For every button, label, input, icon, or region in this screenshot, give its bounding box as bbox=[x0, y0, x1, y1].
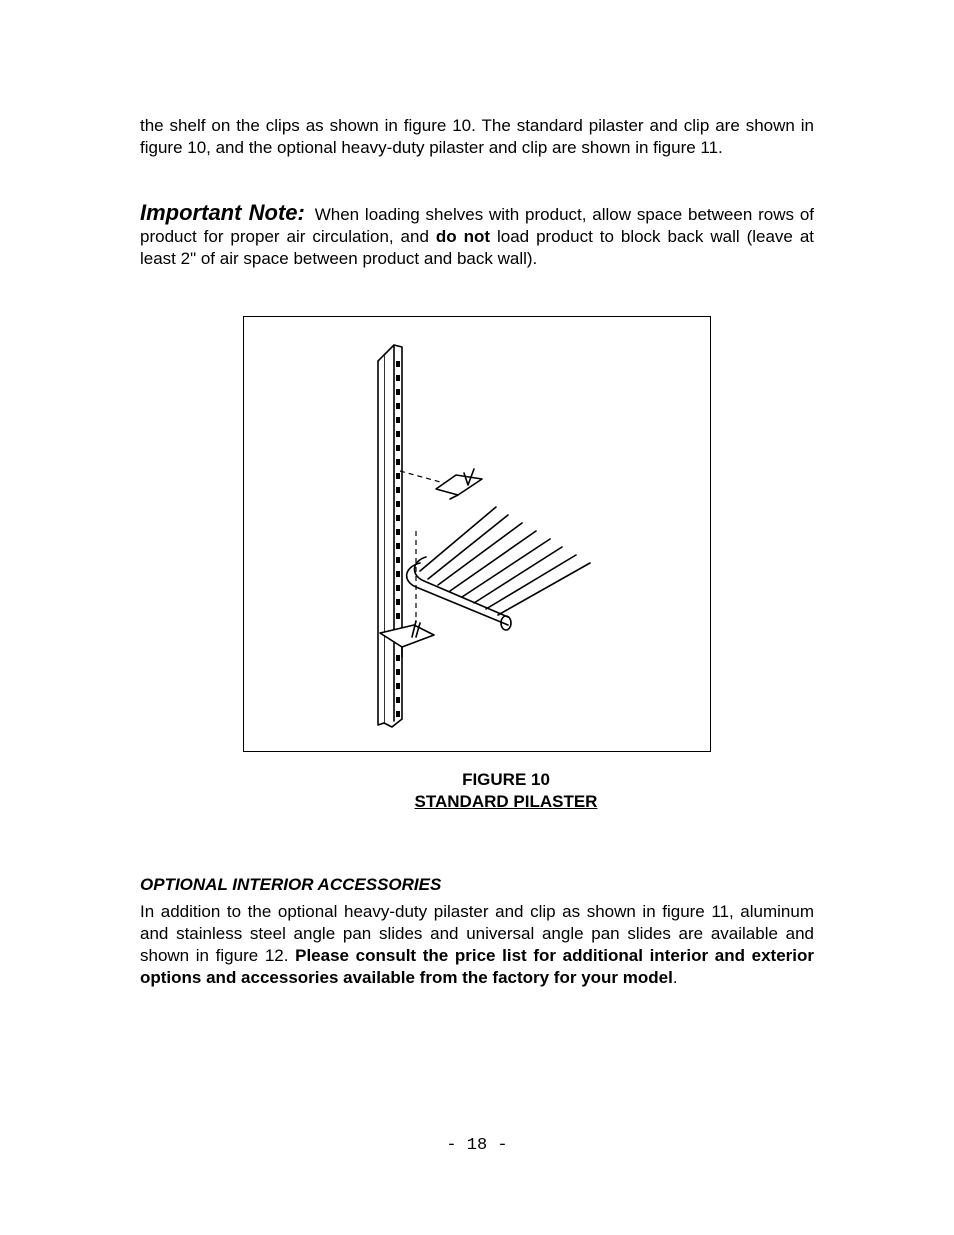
accessories-text: In addition to the optional heavy-duty pilaster and clip as shown in figure 11, aluminum and stainless steel angle pan slides and universal angle pan slides are available and shown in figure 12. bbox=[140, 902, 814, 965]
important-note-label: Important Note: bbox=[140, 200, 305, 225]
section-heading: OPTIONAL INTERIOR ACCESSORIES bbox=[140, 875, 442, 894]
note-emphasis: do not bbox=[435, 227, 491, 246]
figure-number-caption: FIGURE 10 bbox=[462, 770, 550, 789]
important-note-paragraph bbox=[140, 202, 814, 270]
accessories-text-end: . bbox=[672, 968, 678, 987]
note-text-after: load product to block back wall (leave at least 2" of air space between product and back wall). bbox=[140, 227, 815, 268]
note-text-before: When loading shelves with product, allow space between rows of product for proper air circulation, and bbox=[140, 205, 814, 246]
intro-paragraph: the shelf on the clips as shown in figure 10. The standard pilaster and clip are shown in figure 10, and the optional heavy-duty pilaster and clip are shown in figure 11. bbox=[140, 116, 814, 157]
page-number: - 18 - bbox=[446, 1136, 508, 1155]
standard-pilaster-drawing bbox=[244, 317, 710, 751]
figure-title-caption: STANDARD PILASTER bbox=[414, 792, 598, 811]
figure-10-illustration bbox=[243, 316, 711, 752]
accessories-paragraph bbox=[140, 901, 814, 989]
accessories-bold-text: Please consult the price list for additional interior and exterior options and accessories available from the factory for your model bbox=[140, 946, 815, 987]
